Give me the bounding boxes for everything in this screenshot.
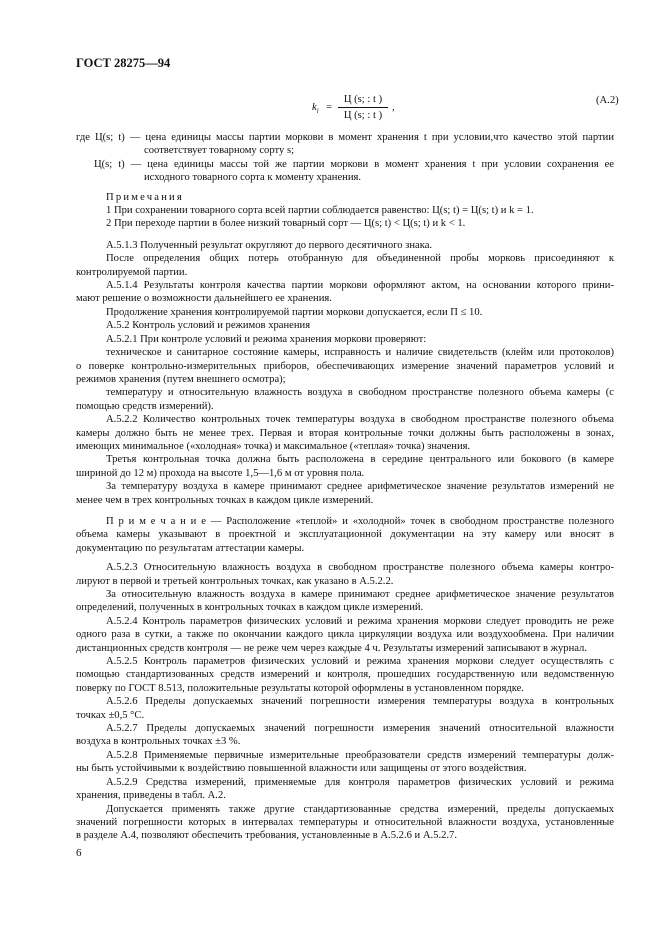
section-heading: А.5.2 Контроль условий и режимов хранения <box>106 320 311 332</box>
text-line: поверку по ГОСТ 8.513, положительные результаты которой оформлены в установленном порядке. <box>76 682 525 694</box>
text-line: техническое и санитарное состояние камеры, исправность и наличие свидетельств (клейм или протоколов) <box>106 347 614 359</box>
text-line: Допускается применять также другие стандартизованные средства измерений, пределы допускаемых <box>106 803 614 815</box>
text-line: значений погрешности которых в интервалах температуры и относительной влажности воздуха, установленные <box>76 816 614 828</box>
formula-equals: = <box>326 102 332 113</box>
note-text: документацию по результатам аттестации камеры. <box>76 542 305 554</box>
text-line: А.5.1.3 Полученный результат округляют до первого десятичного знака. <box>106 239 433 251</box>
text-line: ны быть устойчивыми к воздействию повышенной влажности или защищены от этого воздействия. <box>76 763 527 775</box>
text-line: воздуха в контрольных точках ±3 %. <box>76 736 241 748</box>
spacer <box>76 507 614 515</box>
text-line: определений, полученных в контрольных точках в каждом цикле измерений. <box>76 602 424 614</box>
document-header: ГОСТ 28275—94 <box>76 56 171 70</box>
text-line: А.5.2.1 При контроле условий и режима хранения моркови проверяют: <box>106 333 427 345</box>
text-line: А.5.1.4 Результаты контроля качества партии моркови оформляют актом, на основании которого прини- <box>106 280 614 292</box>
spacer <box>76 231 614 239</box>
formula-numerator: Ц (s; : t ) <box>343 94 383 105</box>
text-line: соответствует товарному сорту s; <box>144 145 295 157</box>
text-line: После определения общих потерь отобранную для объединенной пробы морковь присоединяют к <box>106 253 614 265</box>
text-line: контролируемой партии. <box>76 266 188 278</box>
text-line: А.5.2.4 Контроль параметров физических условий и режима хранения моркови следует проводить не реже <box>106 615 614 627</box>
text-line: дистанционных средств контроля — не реже чем через каждые 4 ч. Результаты измерений записывают в журнал. <box>76 642 587 654</box>
text-line: шириной до 12 м) прохода на высоте 1,5—1,6 м от уровня пола. <box>76 467 365 479</box>
note-text: П р и м е ч а н и е — Расположение «теплой» и «холодной» точек в свободном пространстве полезного <box>106 515 614 527</box>
text-line: хранения, приведены в табл. А.2. <box>76 790 226 802</box>
note-item: 1 При сохранении товарного сорта всей партии соблюдается равенство: Ц(s; t) = Ц(s; t) и k = 1. <box>106 205 534 217</box>
text-line: в разделе А.4, позволяют обеспечить требования, установленные в А.5.2.6 и А.5.2.7. <box>76 830 457 842</box>
text-line: А.5.2.3 Относительную влажность воздуха в свободном пространстве полезного объема камеры контро- <box>106 562 614 574</box>
text-line: Продолжение хранения контролируемой партии моркови допускается, если П ≤ 10. <box>106 306 483 318</box>
text-line: лируют в первой и третьей контрольных точках, как указано в А.5.2.2. <box>76 575 394 587</box>
text-line: исходного товарного сорта к моменту хранения. <box>144 172 362 184</box>
notes-heading: Примечания <box>106 191 184 203</box>
text-line: камеры должно быть не менее трех. Первая и вторая контрольные точки должны быть расположены в зонах, <box>76 427 614 439</box>
text-line: За относительную влажность воздуха в камере принимают среднее арифметическое значение результатов <box>106 589 614 600</box>
formula-denominator: Ц (s; : t ) <box>343 110 383 121</box>
text-line: А.5.2.9 Средства измерений, применяемые для контроля параметров физических условий и режима <box>106 776 614 788</box>
text-line: температуру и относительную влажность воздуха в свободном пространстве полезного объема камеры (с <box>106 387 614 399</box>
page-number: 6 <box>76 847 82 859</box>
equation-number: (А.2) <box>596 95 619 106</box>
text-line: точках ±0,5 °С. <box>76 709 145 721</box>
formula-comma: , <box>392 102 395 113</box>
fraction-bar <box>338 107 388 108</box>
text-line: За температуру воздуха в камере принимают среднее арифметическое значение результатов измерений не <box>106 481 614 493</box>
text-line: имеющих минимальное («холодная» точка) и максимальное («теплая» точка) значения. <box>76 440 471 452</box>
body-text <box>76 131 614 843</box>
text-line: менее чем в трех контрольных точках в каждом цикле измерений. <box>76 494 374 506</box>
text-line: А.5.2.7 Пределы допускаемых значений погрешности измерения значений относительной влажности <box>106 723 614 735</box>
text-line: А.5.2.6 Пределы допускаемых значений погрешности измерения температуры воздуха в контрольных <box>106 696 614 708</box>
text-line: помощью стандартизованных средств измерений и контроля, прошедших государственную или ведомственную <box>76 669 614 681</box>
text-line: мают решение о возможности дальнейшего ее хранения. <box>76 293 332 305</box>
text-line: Ц(s; t) — цена единицы массы той же партии моркови в момент хранения t при условии сохранения ее <box>94 158 614 170</box>
text-line: о поверке контрольно-измерительных приборов, обеспечивающих измерение значений параметров условий и <box>76 360 614 372</box>
text-line: А.5.2.8 Применяемые первичные измерительные преобразователи средств измерений температуры долж- <box>106 749 614 761</box>
text-line: А.5.2.2 Количество контрольных точек температуры воздуха в свободном пространстве полезного объема <box>106 414 614 426</box>
text-line: одного раза в сутки, а также по окончании каждого цикла циркуляции воздуха или воздухообмена. При наличии <box>76 629 614 641</box>
note-item: 2 При переходе партии в более низкий товарный сорт — Ц(s; t) < Ц(s; t) и k < 1. <box>106 218 466 230</box>
text-line: Третья контрольная точка должна быть расположена в середине центрального или бокового (в камере <box>106 454 614 466</box>
text-line: А.5.2.5 Контроль параметров физических условий и режима хранения моркови следует осуществлять с <box>106 656 614 668</box>
text-line: помощью средств измерений). <box>76 400 214 412</box>
text-line: режимов хранения (путем внешнего осмотра); <box>76 373 286 385</box>
text-line: где Ц(s; t) — цена единицы массы партии моркови в момент хранения t при условии,что качество этой партии <box>76 132 614 143</box>
formula-lhs: $k_i$ <box>312 102 319 116</box>
formula-a2 <box>312 91 432 125</box>
note-text: объема камеры указывают в проектной и эксплуатационной документации на эту камеру или вносят в <box>76 529 614 541</box>
